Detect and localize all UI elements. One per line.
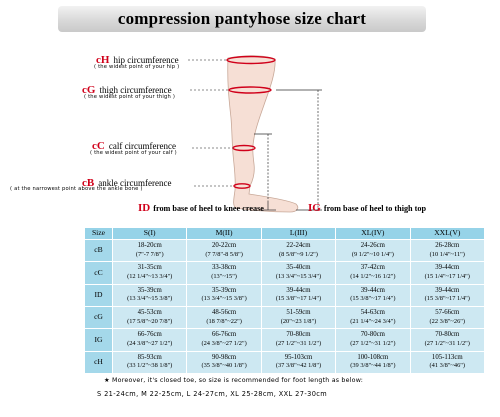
- cell-cm: 26-28cm: [435, 242, 460, 250]
- cell-cm: 100-108cm: [357, 353, 389, 361]
- cell-cm: 105-113cm: [431, 353, 463, 361]
- cell-inch: (13 3/4"~15 3/4"): [275, 272, 322, 280]
- table-row: [85, 306, 485, 328]
- calf-text: calf circumference: [108, 141, 177, 151]
- cell-cm: 20-22cm: [212, 242, 237, 250]
- table-cell: [261, 306, 335, 328]
- table-cell: [410, 306, 484, 328]
- calf-sub: ( the widest point of your calf ): [90, 150, 177, 156]
- table-row: [85, 240, 485, 262]
- table-header-cell: S(I): [113, 228, 187, 240]
- cell-cm: 51-59cm: [286, 309, 311, 317]
- cell-cm: 39-44cm: [435, 264, 460, 272]
- table-cell: [113, 351, 187, 373]
- table-cell: [113, 329, 187, 351]
- cell-inch: (20"~23 1/8"): [280, 317, 317, 325]
- cell-inch: (37 3/8"~42 1/8"): [275, 362, 322, 370]
- table-row: [85, 262, 485, 284]
- table-header-cell: XL(IV): [336, 228, 410, 240]
- cell-cm: 35-39cm: [137, 286, 162, 294]
- ankle-text: ankle circumference: [98, 178, 172, 188]
- cell-inch: (7"-7 7/8"): [135, 250, 164, 258]
- table-cell: [187, 262, 261, 284]
- table-cell: [410, 351, 484, 373]
- cell-cm: 35-39cm: [212, 286, 237, 294]
- table-cell: [410, 240, 484, 262]
- table-cell: [187, 306, 261, 328]
- table-cell: [410, 329, 484, 351]
- cell-cm: 85-93cm: [137, 353, 162, 361]
- cell-inch: (15 3/8"~17 1/4"): [350, 295, 396, 303]
- table-header-cell: L(III): [261, 228, 335, 240]
- cell-inch: (22 3/8"~26"): [429, 317, 466, 325]
- ankle-code: cB: [82, 177, 95, 189]
- cell-inch: (15 1/4"~17 1/4"): [424, 272, 470, 280]
- cell-inch: (9 1/2"~10 1/4"): [351, 250, 394, 258]
- table-cell: [410, 284, 484, 306]
- cell-inch: (27 1/2"~31 1/2"): [424, 339, 470, 347]
- cell-inch: (13 3/4"~15 3/8"): [127, 295, 173, 303]
- cell-cm: 33-38cm: [212, 264, 237, 272]
- foot-length-sizes: S 21-24cm, M 22-25cm, L 24-27cm, XL 25-28cm, XXL 27-30cm: [97, 390, 328, 398]
- cell-cm: 90-98cm: [212, 353, 237, 361]
- row-label: cH: [85, 351, 113, 373]
- table-cell: [113, 284, 187, 306]
- size-table: [84, 227, 485, 374]
- cell-cm: 57-66cm: [435, 309, 460, 317]
- table-cell: [187, 329, 261, 351]
- cell-inch: (10 1/4"~11"): [429, 250, 465, 258]
- cell-cm: 31-35cm: [137, 264, 162, 272]
- cell-cm: 70-80cm: [435, 331, 460, 339]
- cell-cm: 95-103cm: [284, 353, 313, 361]
- cell-cm: 70-80cm: [360, 331, 385, 339]
- cell-cm: 24-26cm: [360, 242, 385, 250]
- thigh-sub: ( the widest point of your thigh ): [84, 94, 176, 100]
- table-cell: [261, 240, 335, 262]
- table-cell: [261, 351, 335, 373]
- table-cell: [187, 284, 261, 306]
- row-label: IG: [85, 329, 113, 351]
- ig-code: IG: [308, 202, 321, 214]
- table-cell: [261, 329, 335, 351]
- table-header-cell: Size: [85, 228, 113, 240]
- table-cell: [336, 306, 410, 328]
- cell-cm: 39-44cm: [286, 286, 311, 294]
- hip-sub: ( the widest point of your hip ): [94, 64, 180, 70]
- calf-code: cC: [92, 140, 105, 152]
- table-cell: [261, 262, 335, 284]
- cell-inch: (7 7/8"-8 5/8"): [205, 250, 243, 258]
- id-code: ID: [138, 202, 151, 214]
- cell-cm: 18-20cm: [137, 242, 162, 250]
- cell-inch: (24 3/8"~27 1/2"): [201, 339, 247, 347]
- table-cell: [113, 240, 187, 262]
- cell-cm: 35-40cm: [286, 264, 311, 272]
- cell-cm: 39-44cm: [360, 286, 385, 294]
- cell-cm: 48-56cm: [212, 309, 237, 317]
- table-cell: [336, 351, 410, 373]
- cell-inch: (41 3/8"~46"): [429, 362, 466, 370]
- table-header-cell: XXL(V): [410, 228, 484, 240]
- foot-length-note: ★ Moreover, it's closed toe, so size is recommended for foot length as below:: [104, 377, 364, 384]
- calf-label: [92, 136, 176, 154]
- hip-text: hip circumference: [113, 55, 179, 65]
- cell-cm: 37-42cm: [360, 264, 385, 272]
- cell-inch: (17 5/8"~20 7/8"): [127, 317, 173, 325]
- cell-inch: (12 1/4"~13 3/4"): [127, 272, 173, 280]
- row-label: cB: [85, 240, 113, 262]
- table-cell: [336, 329, 410, 351]
- cell-inch: (13 3/4"~15 3/8"): [201, 295, 247, 303]
- cell-inch: (33 1/2"~38 1/8"): [127, 362, 173, 370]
- page-title: compression pantyhose size chart: [117, 9, 367, 28]
- table-row: [85, 284, 485, 306]
- cell-inch: (27 1/2"~31 1/2"): [275, 339, 322, 347]
- cell-inch: (14 1/2"~16 1/2"): [350, 272, 396, 280]
- id-text: from base of heel to knee crease: [153, 204, 264, 213]
- hip-code: cH: [96, 54, 110, 66]
- row-label: cG: [85, 306, 113, 328]
- cell-cm: 39-44cm: [435, 286, 460, 294]
- cell-inch: (15 3/8"~17 1/4"): [275, 295, 322, 303]
- table-cell: [187, 351, 261, 373]
- table-row: [85, 329, 485, 351]
- cell-inch: (35 3/8"~40 1/8"): [201, 362, 247, 370]
- leg-diagram: [0, 38, 500, 218]
- ig-text: from base of heel to thigh top: [323, 204, 427, 213]
- table-cell: [113, 262, 187, 284]
- cell-inch: (18 7/8"~22"): [206, 317, 242, 325]
- ankle-sub: ( at the narrowest point above the ankle bone ): [10, 186, 143, 192]
- row-label: ID: [85, 284, 113, 306]
- ankle-label: [10, 173, 172, 192]
- thigh-label: [82, 80, 176, 100]
- hip-label: [96, 50, 179, 68]
- table-cell: [113, 306, 187, 328]
- cell-cm: 54-63cm: [360, 309, 385, 317]
- cell-inch: (13"~15"): [211, 272, 237, 280]
- cell-cm: 22-24cm: [286, 242, 311, 250]
- id-measure-label: [138, 202, 264, 214]
- table-header-cell: M(II): [187, 228, 261, 240]
- cell-cm: 66-76cm: [212, 331, 237, 339]
- table-cell: [336, 240, 410, 262]
- row-label: cC: [85, 262, 113, 284]
- thigh-text: thigh circumference: [99, 85, 172, 95]
- table-cell: [261, 284, 335, 306]
- cell-inch: (21 1/4"~24 3/4"): [350, 317, 396, 325]
- cell-cm: 45-53cm: [137, 309, 162, 317]
- ig-measure-label: [308, 202, 426, 214]
- cell-inch: (27 1/2"~31 1/2"): [350, 339, 396, 347]
- table-cell: [187, 240, 261, 262]
- table-cell: [336, 262, 410, 284]
- cell-cm: 70-80cm: [286, 331, 311, 339]
- table-cell: [410, 262, 484, 284]
- cell-inch: (8 5/8"~9 1/2"): [279, 250, 318, 258]
- table-cell: [336, 284, 410, 306]
- table-row: [85, 351, 485, 373]
- cell-inch: (24 3/8"~27 1/2"): [127, 339, 173, 347]
- thigh-code: cG: [82, 84, 96, 96]
- cell-inch: (39 3/8"~44 1/8"): [350, 362, 396, 370]
- title-banner: [58, 6, 426, 32]
- table-header-row: [85, 228, 485, 240]
- cell-inch: (15 3/8"~17 1/4"): [424, 295, 470, 303]
- cell-cm: 66-76cm: [137, 331, 162, 339]
